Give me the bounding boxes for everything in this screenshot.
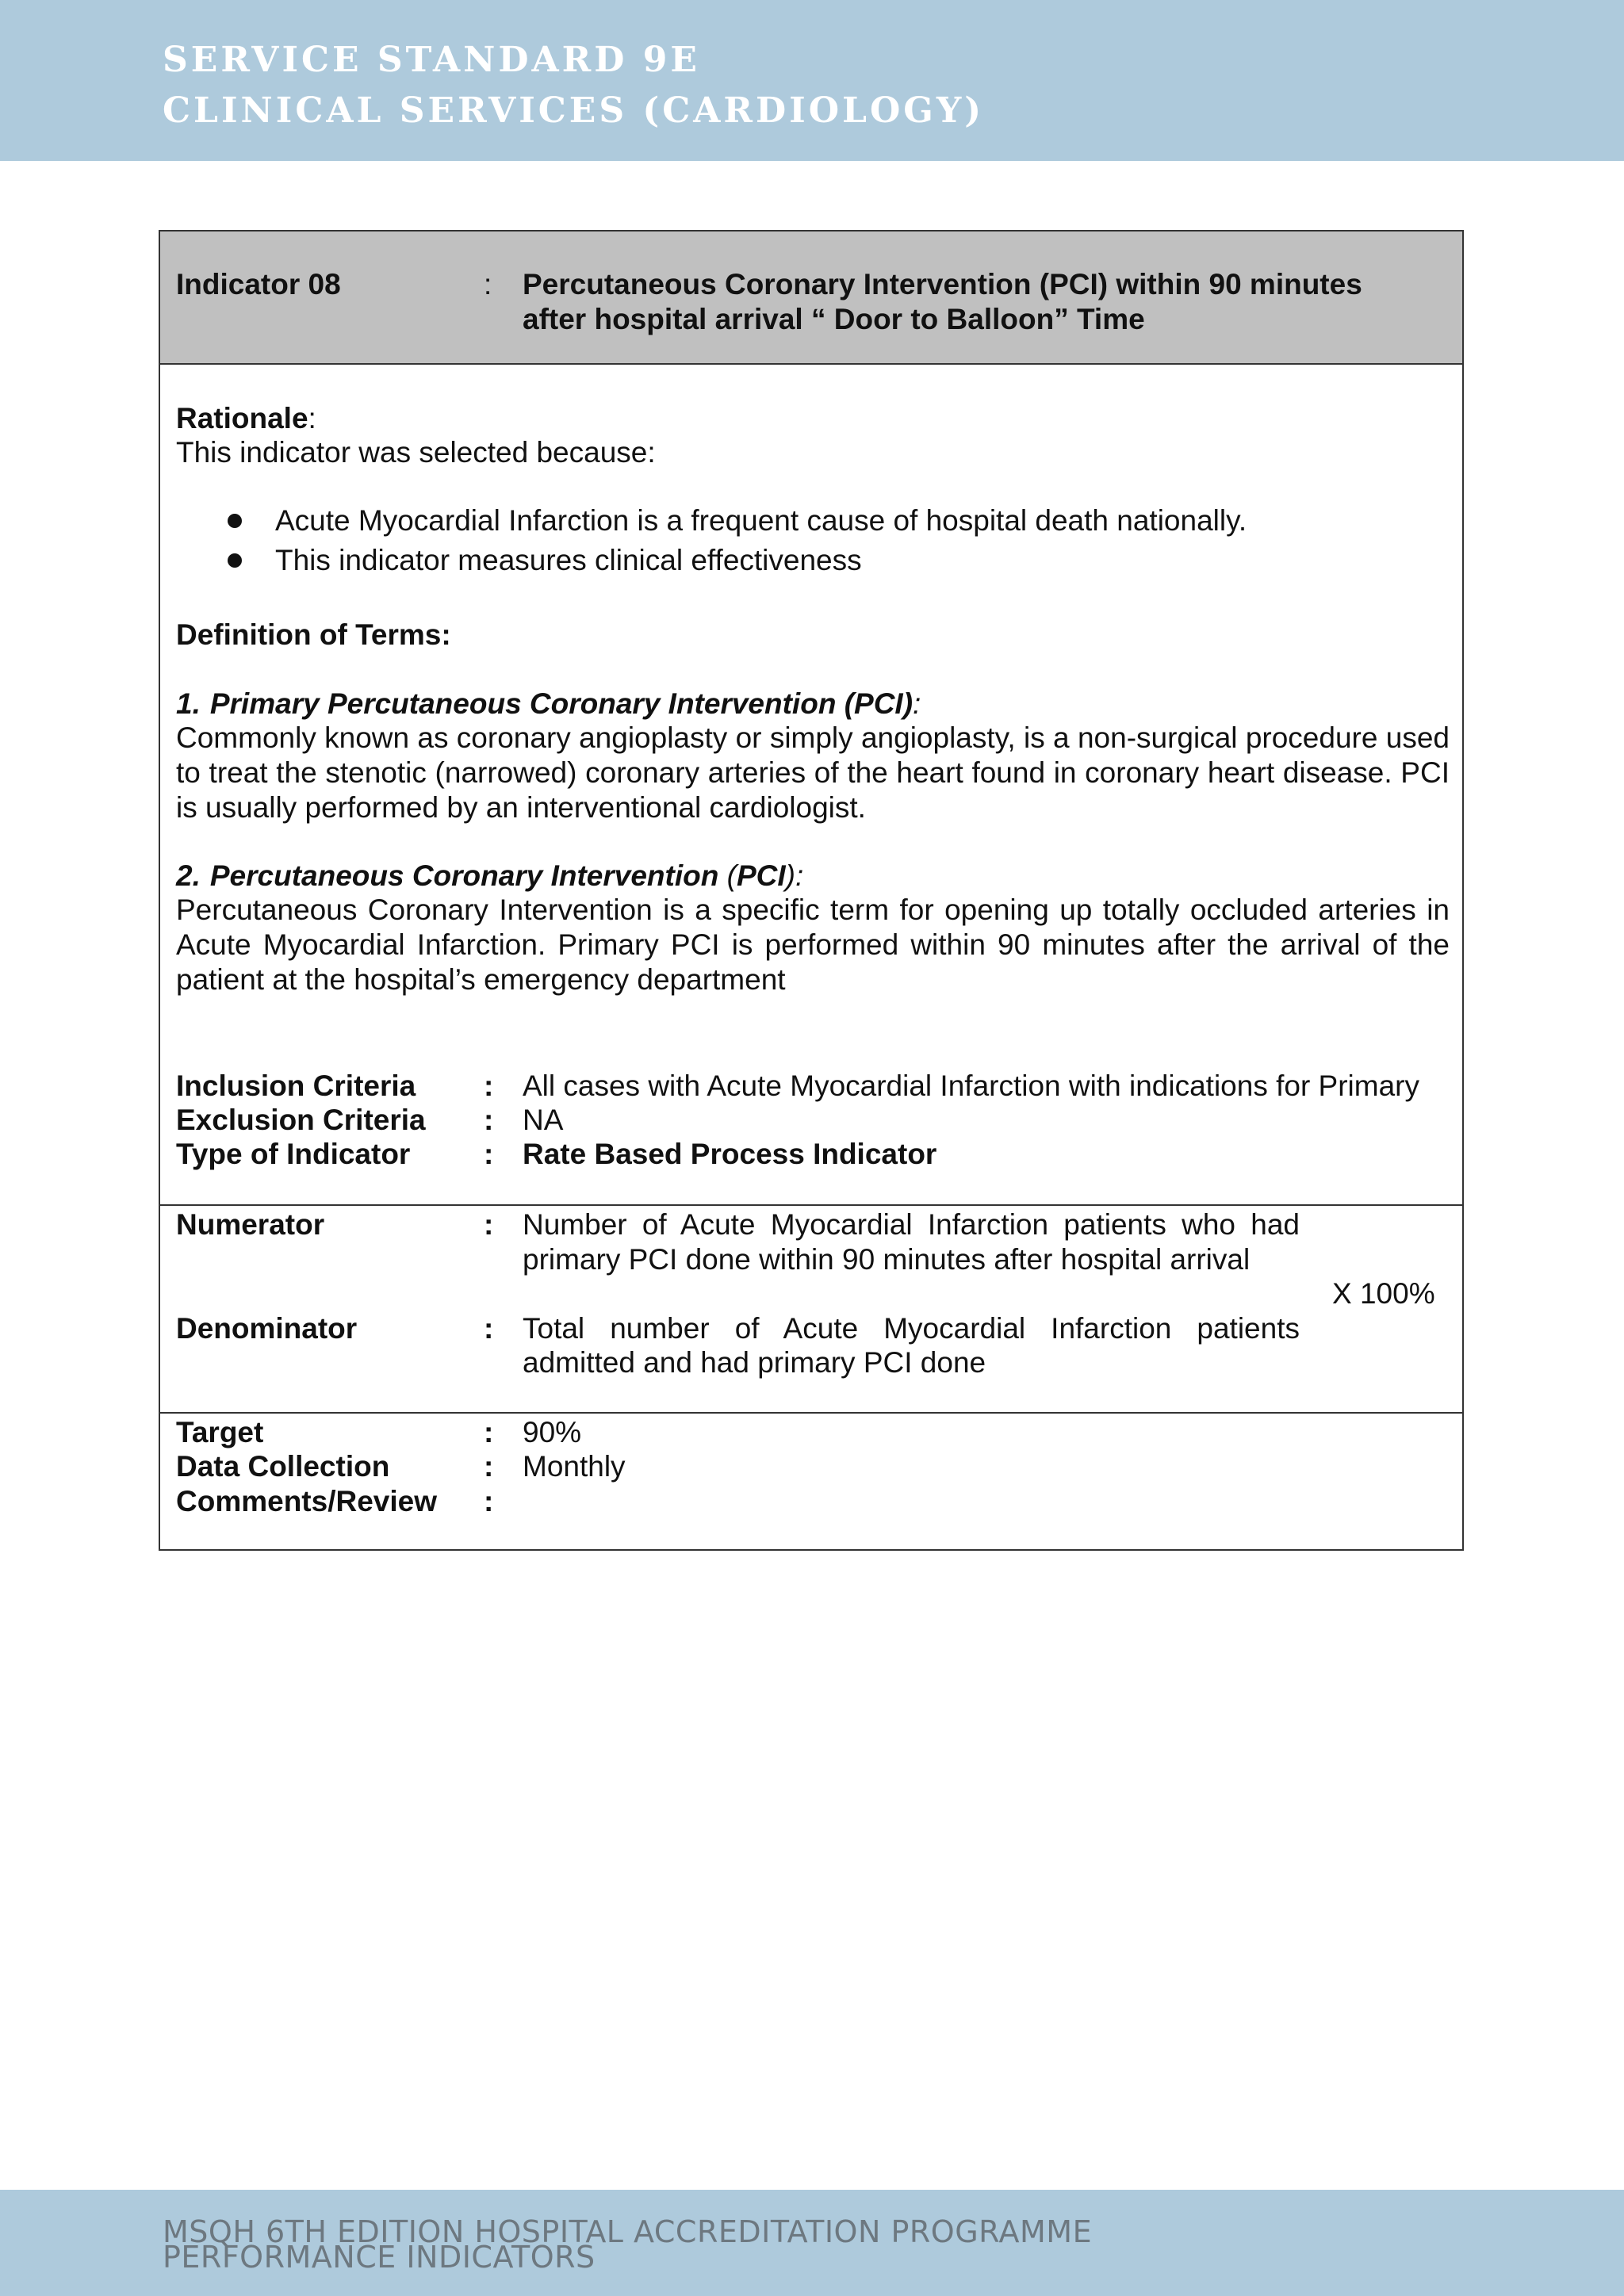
definition-1-term-suffix: : xyxy=(913,687,921,720)
comments-label: Comments/Review xyxy=(176,1485,437,1517)
bullet-dot xyxy=(228,514,242,528)
definition-2-paren-open: ( xyxy=(726,859,737,892)
indicator-table xyxy=(159,230,1464,1551)
comments-colon: : xyxy=(484,1485,494,1517)
definition-2-number: 2. xyxy=(176,859,201,892)
footer-programme: MSQH 6TH EDITION HOSPITAL ACCREDITATION PROGRAMME xyxy=(163,2214,1093,2249)
indicator-colon: : xyxy=(484,268,492,300)
bullet-dot xyxy=(228,553,242,568)
indicator-label: Indicator 08 xyxy=(176,268,341,300)
definition-1-number: 1. xyxy=(176,687,201,720)
numerator-label: Numerator xyxy=(176,1208,325,1241)
definition-1-term-text: Primary Percutaneous Coronary Intervention (PCI) xyxy=(209,687,914,720)
rationale-bullet-1: Acute Myocardial Infarction is a frequent cause of hospital death nationally. xyxy=(275,504,1247,537)
numerator-line2: primary PCI done within 90 minutes after hospital arrival xyxy=(523,1243,1251,1276)
rationale-intro: This indicator was selected because: xyxy=(176,436,656,469)
denominator-line2: admitted and had primary PCI done xyxy=(523,1346,986,1379)
page-header xyxy=(0,0,1624,161)
exclusion-colon: : xyxy=(484,1104,494,1136)
numerator-line1: Number of Acute Myocardial Infarction patients who had xyxy=(523,1208,1300,1241)
rationale-heading xyxy=(176,401,316,436)
inclusion-colon: : xyxy=(484,1070,494,1102)
denominator-label: Denominator xyxy=(176,1312,358,1345)
type-value: Rate Based Process Indicator xyxy=(523,1138,937,1170)
inclusion-value: All cases with Acute Myocardial Infarction with indications for Primary xyxy=(523,1070,1419,1102)
definition-2-term xyxy=(176,859,803,894)
collection-label: Data Collection xyxy=(176,1450,390,1483)
inclusion-label: Inclusion Criteria xyxy=(176,1070,416,1102)
header-standard: SERVICE STANDARD 9E xyxy=(163,40,700,80)
definition-2-term-text: Percutaneous Coronary Intervention xyxy=(209,859,719,892)
type-colon: : xyxy=(484,1138,494,1170)
definitions-heading: Definition of Terms: xyxy=(176,618,451,651)
indicator-title-line1: Percutaneous Coronary Intervention (PCI) within 90 minutes xyxy=(523,268,1362,300)
denominator-colon: : xyxy=(484,1312,494,1345)
exclusion-value: NA xyxy=(523,1104,564,1136)
rationale-heading-colon: : xyxy=(308,402,316,434)
header-service: CLINICAL SERVICES (CARDIOLOGY) xyxy=(163,90,985,131)
target-colon: : xyxy=(484,1416,494,1448)
denominator-line1: Total number of Acute Myocardial Infarction patients xyxy=(523,1312,1300,1345)
exclusion-label: Exclusion Criteria xyxy=(176,1104,426,1136)
numerator-colon: : xyxy=(484,1208,494,1241)
footer-title: PERFORMANCE INDICATORS xyxy=(163,2240,596,2275)
type-label: Type of Indicator xyxy=(176,1138,411,1170)
definition-1-term xyxy=(176,687,921,721)
rationale-heading-text: Rationale xyxy=(176,402,308,434)
definition-1-text: Commonly known as coronary angioplasty or simply angioplasty, is a non-surgical procedure used to treat the stenotic (narrowed) coronary arteries of the heart found in coronary heart disease. PCI is usually performed by an interventional cardiologist. xyxy=(176,721,1450,824)
multiplier: X 100% xyxy=(1332,1277,1435,1310)
page-footer xyxy=(0,2190,1624,2296)
definition-2-abbrev: PCI xyxy=(736,859,786,892)
section-divider xyxy=(160,1204,1462,1206)
collection-value: Monthly xyxy=(523,1450,626,1483)
indicator-title-line2: after hospital arrival “ Door to Balloon” Time xyxy=(523,303,1145,335)
definition-2-term-suffix: ): xyxy=(785,859,804,892)
indicator-header-row xyxy=(160,232,1462,365)
rationale-bullet-2: This indicator measures clinical effectiveness xyxy=(275,544,862,576)
target-label: Target xyxy=(176,1416,264,1448)
target-value: 90% xyxy=(523,1416,582,1448)
definition-2-text: Percutaneous Coronary Intervention is a specific term for opening up totally occluded arteries in Acute Myocardial Infarction. Primary PCI is performed within 90 minutes after the arrival of the patient at the hospital’s emergency department xyxy=(176,894,1450,996)
collection-colon: : xyxy=(484,1450,494,1483)
section-divider xyxy=(160,1412,1462,1414)
